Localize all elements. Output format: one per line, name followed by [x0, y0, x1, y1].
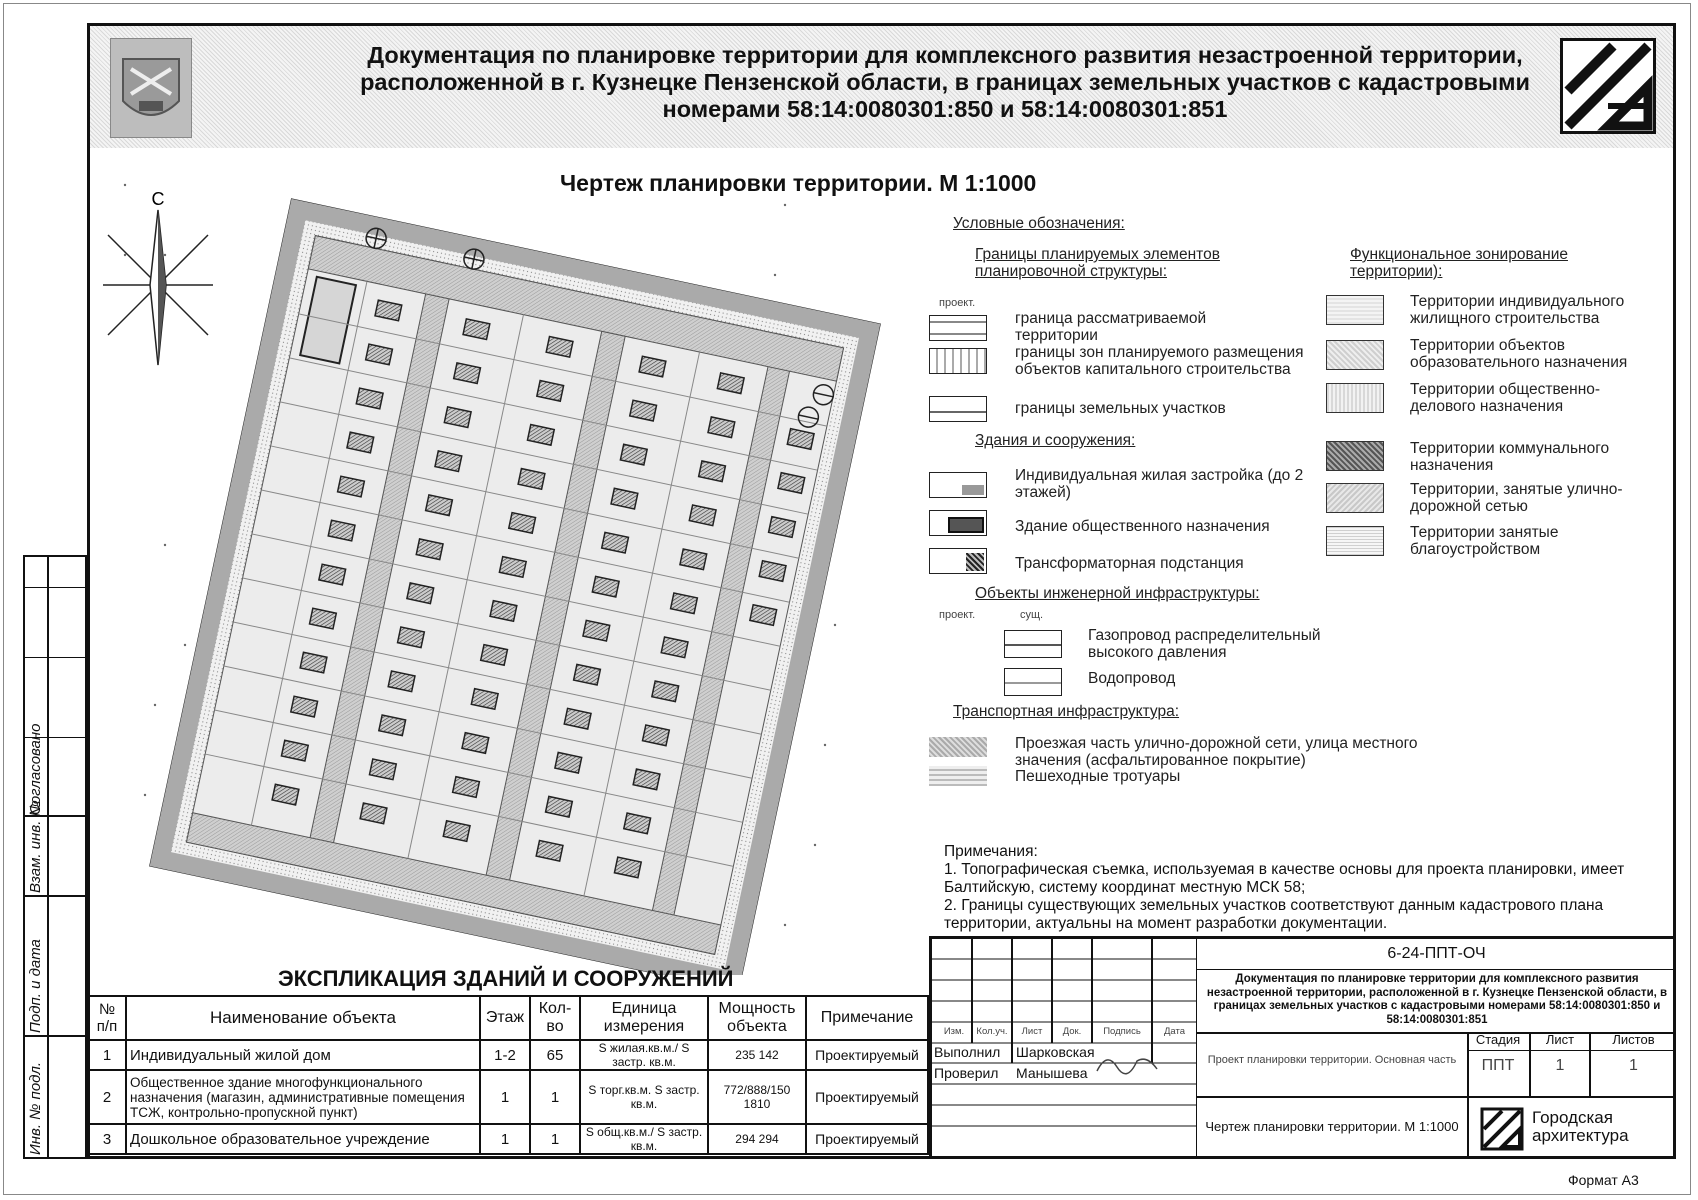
- legend-symbol-public-building: [929, 510, 987, 536]
- legend-proj-label: проект.: [939, 297, 976, 309]
- signature-icon: [1092, 1049, 1162, 1079]
- legend-boundary-zones: границы зон планируемого размещения объектов капитального строительства: [1015, 344, 1304, 378]
- note-1: 1. Топографическая съемка, используемая в качестве основы для проекта планировки, имеет Балтийскую, систему координат местную МСК 58;: [944, 861, 1625, 896]
- legend-zone-education: [1326, 340, 1384, 370]
- sheet-label: Лист: [1545, 1032, 1575, 1047]
- checked-label: Проверил: [934, 1065, 999, 1081]
- legend-symbol-roadway: [929, 737, 987, 757]
- org-logo-icon: [1480, 1107, 1524, 1151]
- col-count: Кол-во: [530, 996, 580, 1040]
- legend-public-building: Здание общественного назначения: [1015, 518, 1270, 535]
- legend-symbol-boundary-zones: [929, 348, 987, 374]
- company-logo-icon: [1560, 38, 1656, 134]
- legend-symbol-residential: [929, 472, 987, 498]
- col-note: Примечание: [806, 996, 928, 1040]
- legend-zone-communal-label: Территории коммунального назначения: [1410, 440, 1610, 474]
- legend-exist-label: сущ.: [1020, 609, 1044, 621]
- side-sign: Подп. и дата: [27, 939, 44, 1033]
- legend-proj-label-2: проект.: [939, 609, 976, 621]
- legend-buildings-heading: Здания и сооружения:: [975, 432, 1136, 449]
- legend-zone-residential: [1326, 295, 1384, 325]
- site-plan-map: [95, 145, 895, 975]
- side-inv: Взам. инв. №: [27, 800, 44, 893]
- stage-label: Стадия: [1475, 1032, 1521, 1047]
- notes-heading: Примечания:: [944, 843, 1038, 860]
- performed-name: Шарковская: [1016, 1044, 1095, 1060]
- sheet-title: Чертеж планировки территории. М 1:1000: [1205, 1119, 1459, 1134]
- checked-name: Манышева: [1016, 1065, 1088, 1081]
- stamp-description: Документация по планировке территории для комплексного развития незастроенной территории, расположенной в г. Кузнецке Пензенской области, в границах земельных участков с кадастровыми номерами 58:14:0080301:850 и 58:14:0080301:851: [1206, 973, 1668, 1026]
- legend-symbol-land-plots: [929, 396, 987, 422]
- col-number: № п/п: [88, 996, 126, 1040]
- table-row: 3 Дошкольное образовательное учреждение 1 1 S общ.кв.м./ S застр. кв.м. 294 294 Проектируемый: [88, 1124, 928, 1154]
- legend-transport-heading: Транспортная инфраструктура:: [953, 703, 1180, 720]
- legend-zone-landscaping-label: Территории занятые благоустройством: [1410, 524, 1559, 558]
- performed-label: Выполнил: [934, 1044, 1001, 1060]
- legend-gas: Газопровод распределительный высокого давления: [1088, 627, 1321, 661]
- legend-symbol-sidewalk: [929, 766, 987, 786]
- col-power: Мощность объекта: [708, 996, 806, 1040]
- project-name: Проект планировки территории. Основная часть: [1207, 1054, 1457, 1066]
- document-title: Документация по планировке территории для комплексного развития незастроенной территории, расположенной в г. Кузнецке Пензенской области, в границах земельных участков с кадастровыми номерами 58:14:0080301:850 и 58:14:0080301:851: [360, 42, 1530, 122]
- title-block: Изм. Кол.уч. Лист Док. Подпись Дата Выполнил Шарковская Проверил Манышева 6-24-ППТ-ОЧ Документация по планировке территории для комплексного развития незастроенной территории, расположенной в г. Кузнецке Пензенской области, в границах земельных участков с кадастровыми номерами 58:14:0080301:850 и 58:14:0080301:851 Проект планировки территории. Основная часть Стадия Лист Листов ППТ 1 1 Чертеж планировки территории. М 1:1000 Городская архитектура: [929, 936, 1676, 1159]
- sheets-value: 1: [1629, 1057, 1638, 1074]
- legend-symbol-boundary-territory: [929, 315, 987, 341]
- legend-symbol-gas: [1004, 630, 1062, 658]
- col-floors: Этаж: [480, 996, 530, 1040]
- north-arrow-icon: [103, 210, 213, 365]
- legend-zone-communal: [1326, 441, 1384, 471]
- table-row: 2 Общественное здание многофункционального назначения (магазин, административные помещения ТСЖ, контрольно-пропускной пункт) 1 1 S торг.кв.м. S застр. кв.м. 772/888/150 1810 Проектируемый: [88, 1070, 928, 1124]
- header-band: [90, 26, 1673, 148]
- legend-boundaries-heading: Границы планируемых элементов планировочной структуры:: [975, 246, 1220, 280]
- legend-zone-residential-label: Территории индивидуального жилищного строительства: [1410, 293, 1625, 327]
- legend-water: Водопровод: [1088, 670, 1176, 687]
- legend-sidewalk: Пешеходные тротуары: [1015, 768, 1181, 785]
- legend-symbol-transformer: [929, 548, 987, 574]
- notes: [944, 843, 1664, 933]
- sheets-label: Листов: [1612, 1032, 1655, 1047]
- format-label: Формат А3: [1568, 1172, 1639, 1188]
- legend-zone-education-label: Территории объектов образовательного назначения: [1410, 337, 1628, 371]
- legend-heading: Условные обозначения:: [953, 215, 1125, 232]
- legend-boundary-territory: граница рассматриваемой территории: [1015, 310, 1207, 344]
- city-emblem-icon: [110, 38, 192, 138]
- col-unit: Единица измерения: [580, 996, 708, 1040]
- document-code: 6-24-ППТ-ОЧ: [1197, 939, 1676, 970]
- legend-engineering-heading: Объекты инженерной инфраструктуры:: [975, 585, 1260, 602]
- explication-table: [87, 995, 929, 1155]
- side-stamp: [23, 555, 87, 1159]
- legend-symbol-water: [1004, 668, 1062, 696]
- legend-roadway: Проезжая часть улично-дорожной сети, улица местного значения (асфальтированное покрытие): [1015, 735, 1418, 769]
- legend-zone-roads: [1326, 483, 1384, 513]
- legend-zone-business: [1326, 383, 1384, 413]
- drawing-title: Чертеж планировки территории. М 1:1000: [560, 170, 1037, 196]
- legend-zone-landscaping: [1326, 526, 1384, 556]
- legend-zoning-heading: Функциональное зонирование территории):: [1350, 246, 1568, 280]
- legend-residential: Индивидуальная жилая застройка (до 2 этажей): [1015, 467, 1304, 501]
- org-name: Городская архитектура: [1532, 1108, 1629, 1145]
- sheet-value: 1: [1555, 1057, 1565, 1074]
- side-inv-orig: Инв. № подл.: [27, 1061, 44, 1155]
- legend-transformer: Трансформаторная подстанция: [1015, 555, 1244, 572]
- note-2: 2. Границы существующих земельных участков соответствуют данным кадастрового плана территории, актуальны на момент разработки документации.: [944, 897, 1604, 932]
- side-agreed: Согласовано: [27, 723, 44, 815]
- legend-land-plots: границы земельных участков: [1015, 400, 1226, 417]
- legend-zone-roads-label: Территории, занятые улично-дорожной сетью: [1410, 481, 1623, 515]
- table-row: 1 Индивидуальный жилой дом 1-2 65 S жилая.кв.м./ S застр. кв.м. 235 142 Проектируемый: [88, 1040, 928, 1070]
- legend-zone-business-label: Территории общественно-делового назначения: [1410, 381, 1601, 415]
- explication-title: ЭКСПЛИКАЦИЯ ЗДАНИЙ И СООРУЖЕНИЙ: [278, 966, 734, 991]
- north-label: С: [151, 189, 165, 209]
- col-name: Наименование объекта: [126, 996, 480, 1040]
- stage-value: ППТ: [1481, 1057, 1515, 1074]
